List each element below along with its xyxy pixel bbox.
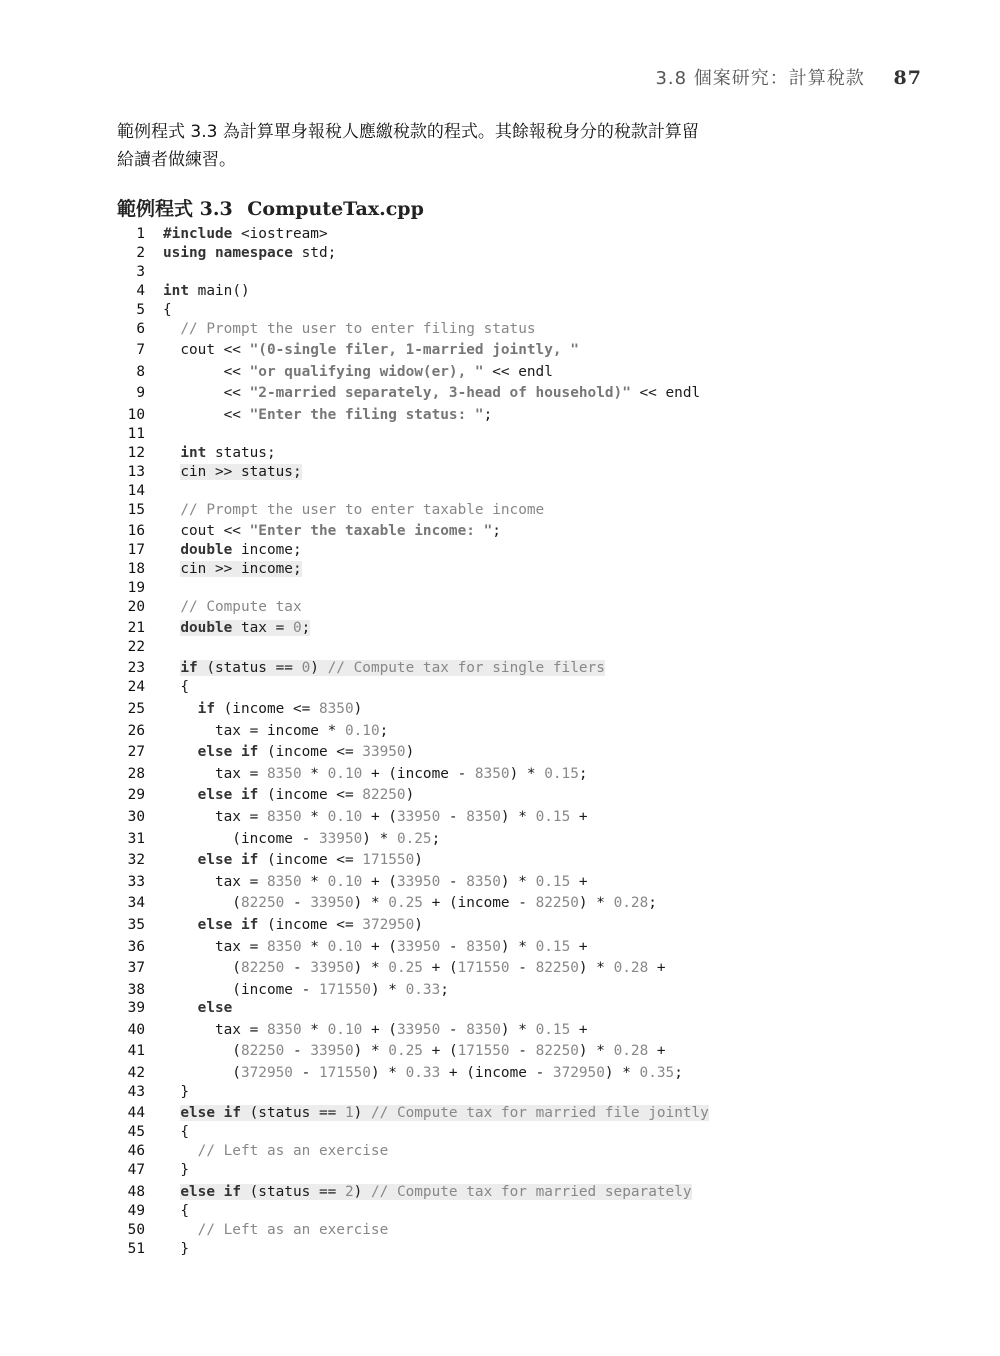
line-number: 16 xyxy=(127,523,145,539)
code-line xyxy=(117,1020,588,1040)
line-number: 24 xyxy=(127,679,145,695)
code-text: (income - 33950) * 0.25; xyxy=(163,831,441,847)
code-line xyxy=(117,500,544,520)
line-number: 32 xyxy=(127,852,145,868)
line-number: 46 xyxy=(127,1143,145,1159)
line-number: 40 xyxy=(127,1022,145,1038)
code-line xyxy=(117,597,302,617)
code-line xyxy=(117,362,553,382)
code-line xyxy=(117,980,449,1000)
code-text: int main() xyxy=(163,283,250,299)
code-text: cout << "Enter the taxable income: "; xyxy=(163,523,501,539)
code-line xyxy=(117,721,388,741)
code-line xyxy=(117,829,440,849)
code-line xyxy=(117,699,362,719)
code-text: // Left as an exercise xyxy=(197,1222,389,1238)
code-line xyxy=(117,443,276,463)
line-number: 42 xyxy=(127,1065,145,1081)
intro-line-1: 範例程式 3.3 為計算單身報稅人應繳稅款的程式。其餘報稅身分的稅款計算留 xyxy=(117,122,699,142)
code-line xyxy=(117,1103,709,1123)
line-number: 17 xyxy=(127,542,145,558)
line-number: 29 xyxy=(127,787,145,803)
code-line xyxy=(117,872,588,892)
code-text: else if (income <= 372950) xyxy=(197,917,423,933)
code-line xyxy=(117,462,302,482)
line-number: 47 xyxy=(127,1162,145,1178)
line-number: 4 xyxy=(136,283,145,299)
code-line xyxy=(117,618,310,638)
code-line xyxy=(117,383,700,403)
line-number: 21 xyxy=(127,620,145,636)
code-text: tax = 8350 * 0.10 + (33950 - 8350) * 0.15 + xyxy=(163,809,588,825)
code-text: { xyxy=(163,1124,189,1140)
code-text: // Prompt the user to enter filing status xyxy=(180,321,536,337)
code-text: cout << "(0-single filer, 1-married jointly, " xyxy=(163,342,579,358)
code-text: cin >> income; xyxy=(180,561,302,577)
code-text: } xyxy=(163,1084,189,1100)
code-line xyxy=(117,1201,189,1221)
code-line xyxy=(117,637,163,657)
code-text: (82250 - 33950) * 0.25 + (171550 - 82250) * 0.28 + xyxy=(163,960,666,976)
page-number: 87 xyxy=(893,67,922,89)
line-number: 31 xyxy=(127,831,145,847)
code-line xyxy=(117,1220,388,1240)
line-number: 27 xyxy=(127,744,145,760)
code-line xyxy=(117,677,189,697)
code-text: double income; xyxy=(180,542,302,558)
code-text: // Compute tax xyxy=(180,599,302,615)
line-number: 51 xyxy=(127,1241,145,1257)
code-line xyxy=(117,958,666,978)
line-number: 12 xyxy=(127,445,145,461)
code-line xyxy=(117,262,163,282)
intro-paragraph xyxy=(117,118,797,174)
line-number: 25 xyxy=(127,701,145,717)
code-line xyxy=(117,1082,189,1102)
line-number: 35 xyxy=(127,917,145,933)
code-text: else if (income <= 82250) xyxy=(197,787,415,803)
code-line xyxy=(117,807,588,827)
code-text: tax = 8350 * 0.10 + (33950 - 8350) * 0.15 + xyxy=(163,1022,588,1038)
line-number: 37 xyxy=(127,960,145,976)
code-line xyxy=(117,319,536,339)
line-number: 45 xyxy=(127,1124,145,1140)
line-number: 9 xyxy=(136,385,145,401)
line-number: 33 xyxy=(127,874,145,890)
code-line xyxy=(117,340,579,360)
code-text: double tax = 0; xyxy=(180,620,311,636)
intro-line-2: 給讀者做練習。 xyxy=(117,150,236,170)
line-number: 44 xyxy=(127,1105,145,1121)
code-line xyxy=(117,224,328,244)
code-text: cin >> status; xyxy=(180,464,302,480)
line-number: 2 xyxy=(136,245,145,261)
code-text: << "Enter the filing status: "; xyxy=(163,407,493,423)
code-line xyxy=(117,893,657,913)
line-number: 14 xyxy=(127,483,145,499)
listing-filename: ComputeTax.cpp xyxy=(247,198,424,220)
line-number: 39 xyxy=(127,1000,145,1016)
code-text: if (income <= 8350) xyxy=(197,701,363,717)
code-text: tax = 8350 * 0.10 + (income - 8350) * 0.15; xyxy=(163,766,588,782)
line-number: 26 xyxy=(127,723,145,739)
code-line xyxy=(117,578,163,598)
code-line xyxy=(117,243,336,263)
line-number: 22 xyxy=(127,639,145,655)
code-text: // Prompt the user to enter taxable income xyxy=(180,502,545,518)
code-text: } xyxy=(163,1241,189,1257)
code-line xyxy=(117,1160,189,1180)
code-line xyxy=(117,540,302,560)
code-text: } xyxy=(163,1162,189,1178)
code-text: (income - 171550) * 0.33; xyxy=(163,982,449,998)
line-number: 28 xyxy=(127,766,145,782)
line-number: 7 xyxy=(136,342,145,358)
code-line xyxy=(117,850,423,870)
code-text: tax = 8350 * 0.10 + (33950 - 8350) * 0.15 + xyxy=(163,874,588,890)
line-number: 49 xyxy=(127,1203,145,1219)
line-number: 20 xyxy=(127,599,145,615)
code-text: else if (income <= 33950) xyxy=(197,744,415,760)
line-number: 5 xyxy=(136,302,145,318)
code-line xyxy=(117,915,423,935)
code-line xyxy=(117,281,250,301)
code-text: (82250 - 33950) * 0.25 + (income - 82250) * 0.28; xyxy=(163,895,657,911)
code-line xyxy=(117,300,172,320)
code-line xyxy=(117,1182,692,1202)
code-text: (82250 - 33950) * 0.25 + (171550 - 82250) * 0.28 + xyxy=(163,1043,666,1059)
line-number: 19 xyxy=(127,580,145,596)
code-text: { xyxy=(163,679,189,695)
line-number: 43 xyxy=(127,1084,145,1100)
code-line xyxy=(117,1041,666,1061)
line-number: 8 xyxy=(136,364,145,380)
code-line xyxy=(117,559,302,579)
code-text: else xyxy=(197,1000,233,1016)
line-number: 38 xyxy=(127,982,145,998)
code-line xyxy=(117,785,414,805)
code-line xyxy=(117,1063,683,1083)
page-header xyxy=(655,64,922,90)
code-line xyxy=(117,481,163,501)
line-number: 36 xyxy=(127,939,145,955)
code-text: else if (status == 2) // Compute tax for married separately xyxy=(180,1184,692,1200)
code-text: << "or qualifying widow(er), " << endl xyxy=(163,364,553,380)
code-text: else if (status == 1) // Compute tax for married file jointly xyxy=(180,1105,709,1121)
code-text: if (status == 0) // Compute tax for single filers xyxy=(180,660,605,676)
line-number: 1 xyxy=(136,226,145,242)
code-line xyxy=(117,1239,189,1259)
code-text: << "2-married separately, 3-head of household)" << endl xyxy=(163,385,701,401)
line-number: 11 xyxy=(127,426,145,442)
line-number: 15 xyxy=(127,502,145,518)
code-text: int status; xyxy=(180,445,276,461)
code-text: else if (income <= 171550) xyxy=(197,852,423,868)
code-line xyxy=(117,764,588,784)
line-number: 10 xyxy=(127,407,145,423)
code-line xyxy=(117,998,232,1018)
code-text: // Left as an exercise xyxy=(197,1143,389,1159)
code-line xyxy=(117,658,605,678)
code-line xyxy=(117,424,163,444)
line-number: 3 xyxy=(136,264,145,280)
listing-title xyxy=(117,194,424,221)
line-number: 41 xyxy=(127,1043,145,1059)
code-text: (372950 - 171550) * 0.33 + (income - 372950) * 0.35; xyxy=(163,1065,683,1081)
section-title: 3.8 個案研究：計算稅款 xyxy=(655,68,865,89)
line-number: 34 xyxy=(127,895,145,911)
line-number: 23 xyxy=(127,660,145,676)
code-line xyxy=(117,1122,189,1142)
line-number: 30 xyxy=(127,809,145,825)
code-text: tax = 8350 * 0.10 + (33950 - 8350) * 0.15 + xyxy=(163,939,588,955)
code-line xyxy=(117,405,492,425)
line-number: 50 xyxy=(127,1222,145,1238)
line-number: 13 xyxy=(127,464,145,480)
code-text: { xyxy=(163,302,172,318)
listing-label: 範例程式 3.3 xyxy=(117,198,233,220)
line-number: 48 xyxy=(127,1184,145,1200)
code-line xyxy=(117,1141,388,1161)
code-line xyxy=(117,521,501,541)
line-number: 18 xyxy=(127,561,145,577)
code-text: using namespace std; xyxy=(163,245,337,261)
line-number: 6 xyxy=(136,321,145,337)
code-line xyxy=(117,937,588,957)
code-line xyxy=(117,742,414,762)
code-text: { xyxy=(163,1203,189,1219)
code-text: #include <iostream> xyxy=(163,226,328,242)
code-text: tax = income * 0.10; xyxy=(163,723,389,739)
